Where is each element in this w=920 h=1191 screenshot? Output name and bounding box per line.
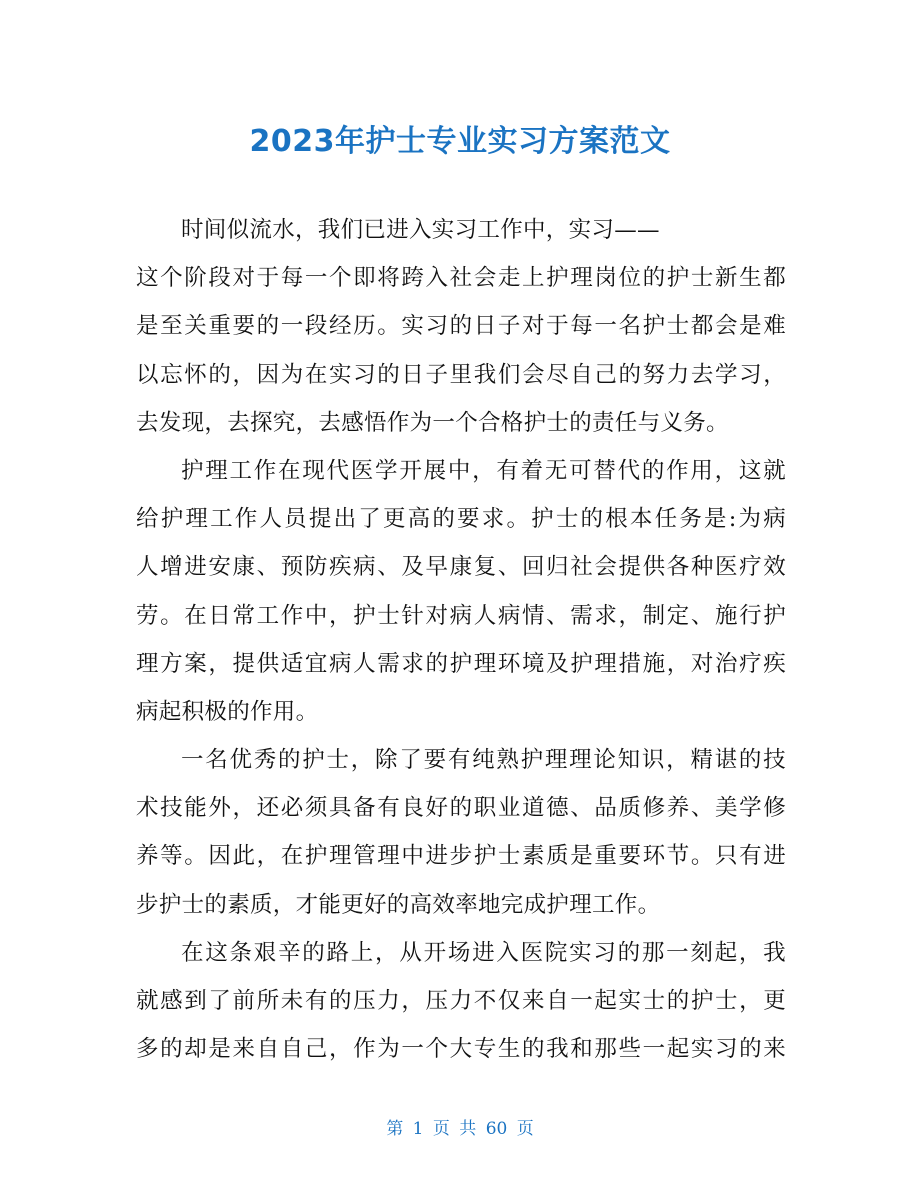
paragraph-2-line-4: 劳。在日常工作中，护士针对病人病情、需求，制定、施行护 xyxy=(136,602,786,629)
paragraph-1-line-2: 这个阶段对于每一个即将跨入社会走上护理岗位的护士新生都 xyxy=(136,265,786,292)
paragraph-4-line-2: 就感到了前所未有的压力，压力不仅来自一起实士的护士，更 xyxy=(136,988,786,1014)
paragraph-2-line-6: 病起积极的作用。 xyxy=(136,698,319,725)
paragraph-1-line-4: 以忘怀的，因为在实习的日子里我们会尽自己的努力去学习， xyxy=(136,361,786,388)
paragraph-1-line-3: 是至关重要的一段经历。实习的日子对于每一名护士都会是难 xyxy=(136,313,786,340)
page-number-footer: 第 1 页 共 60 页 xyxy=(386,1119,534,1139)
paragraph-4-line-1: 在这条艰辛的路上，从开场进入医院实习的那一刻起，我 xyxy=(181,939,786,966)
paragraph-2-line-2: 给护理工作人员提出了更高的要求。护士的根本任务是:为病 xyxy=(136,506,786,533)
paragraph-3-line-1: 一名优秀的护士，除了要有纯熟护理理论知识，精谌的技 xyxy=(181,747,786,774)
paragraph-1-line-5: 去发现，去探究，去感悟作为一个合格护士的责任与义务。 xyxy=(136,409,729,436)
paragraph-2-line-5: 理方案，提供适宜病人需求的护理环境及护理措施，对治疗疾 xyxy=(136,650,786,677)
paragraph-3-line-4: 步护士的素质，才能更好的高效率地完成护理工作。 xyxy=(136,891,661,918)
paragraph-1-line-1: 时间似流水，我们已进入实习工作中，实习—— xyxy=(181,217,660,243)
paragraph-2-line-1: 护理工作在现代医学开展中，有着无可替代的作用，这就 xyxy=(181,457,786,484)
document-body xyxy=(136,206,786,1073)
paragraph-3-line-3: 养等。因此，在护理管理中进步护士素质是重要环节。只有进 xyxy=(136,843,786,870)
paragraph-2-line-3: 人增进安康、预防疾病、及早康复、回归社会提供各种医疗效 xyxy=(136,554,786,581)
paragraph-3-line-2: 术技能外，还必须具备有良好的职业道德、品质修养、美学修 xyxy=(136,795,786,822)
paragraph-4-line-3: 多的却是来自自己，作为一个大专生的我和那些一起实习的来 xyxy=(136,1036,786,1063)
document-title: 2023年护士专业实习方案范文 xyxy=(249,124,671,159)
